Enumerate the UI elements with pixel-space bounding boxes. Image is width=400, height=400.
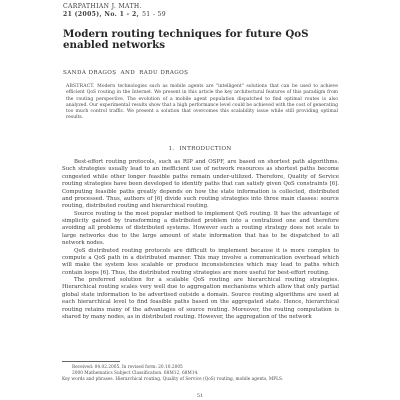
footnote-received: Received: 04.02.2005. In revised form: 20.10.2005 xyxy=(72,365,183,370)
author-line xyxy=(63,70,188,76)
abstract-text: Modern technologies such as mobile agents are "intelligent" solutions that can be used to achieve efficient QoS routing in the Internet. We present in this article the key architectural features of this paradigm from the routing perspective. The evolution of a mobile agent population dispatched to find optimal routes is also analyzed. Our experimental results show that a high performance level could be achieved with the cost of generating too much control traffic. We present a solution that overcomes this scalability issue while still providing optimal results. xyxy=(66,84,338,121)
paragraph: Best-effort routing protocols, such as RIP and OSPF, are based on shortest path algorithms. Such strategies usually lead to an inefficient use of network resources as shortest paths become congested while other longer feasible paths remain under-utilized. Therefore, Quality of Service routing strategies have been developed to identify paths that can satisfy given QoS constraints [6]. Computing feasible paths greatly depends on how the state information is collected, distributed and processed. Thus, authors of [6] divide such routing strategies into three main classes: source routing, distributed routing and hierarchical routing. xyxy=(62,159,339,210)
paragraph: QoS distributed routing protocols are difficult to implement because it is more complex to compute a QoS path in a distributed manner. This may involve a communication overhead which will make the system less scalable or produce inconsistencies which may lead to paths which contain loops [6]. Thus, the distributed routing strategies are more useful for best-effort routing. xyxy=(62,247,339,276)
journal-header xyxy=(63,3,166,19)
footnotes xyxy=(62,365,342,383)
paper-title: Modern routing techniques for future QoS enabled networks xyxy=(63,28,309,51)
abstract-heading: ABSTRACT. xyxy=(66,84,95,89)
author-conjunction: AND xyxy=(120,70,136,76)
author-first: SANDA DRAGOȘ xyxy=(63,70,117,76)
journal-name: CARPATHIAN J. MATH. xyxy=(63,3,142,10)
body-text xyxy=(62,159,339,321)
section-heading xyxy=(0,146,400,152)
abstract xyxy=(66,84,338,122)
author-second: RADU DRAGOȘ xyxy=(139,70,189,76)
footnote-keywords: Key words and phrases. Hierarchical routing, Quality of Service (QoS) routing, mobile agents, MPLS. xyxy=(62,377,284,383)
paragraph: Source routing is the most popular method to implement QoS routing. It has the advantage of simplicity gained by transforming a distributed problem into a centralized one and therefore avoiding all problems of distributed systems. However such a routing strategy does not scale to large networks due to the large amount of state information that has to be dispatched to all network nodes. xyxy=(62,210,339,247)
journal-pages: 51 - 59 xyxy=(142,11,166,18)
journal-volume: 21 (2005), No. 1 - 2, xyxy=(63,11,140,18)
section-title: INTRODUCTION xyxy=(179,146,232,152)
page-number: 51 xyxy=(196,393,204,399)
paragraph: The preferred solution for a scalable QoS routing are hierarchical routing strategies. Hierarchical routing scales very well due to aggregation mechanisms which allow that only partial global state information to be advertised outside a domain. Source routing algorithms are used at each hierarchical level to find feasible paths based on the aggregated state. Hence, hierarchical routing retains many of the advantages of source routing. Moreover, the routing computation is shared by many nodes, as in distributed routing. However, the aggregation of the network xyxy=(62,277,339,320)
footnote-msc: 2000 Mathematics Subject Classification. 68M12, 68M14. xyxy=(72,371,199,377)
footnote-divider xyxy=(62,361,120,362)
section-number: 1. xyxy=(168,146,175,152)
